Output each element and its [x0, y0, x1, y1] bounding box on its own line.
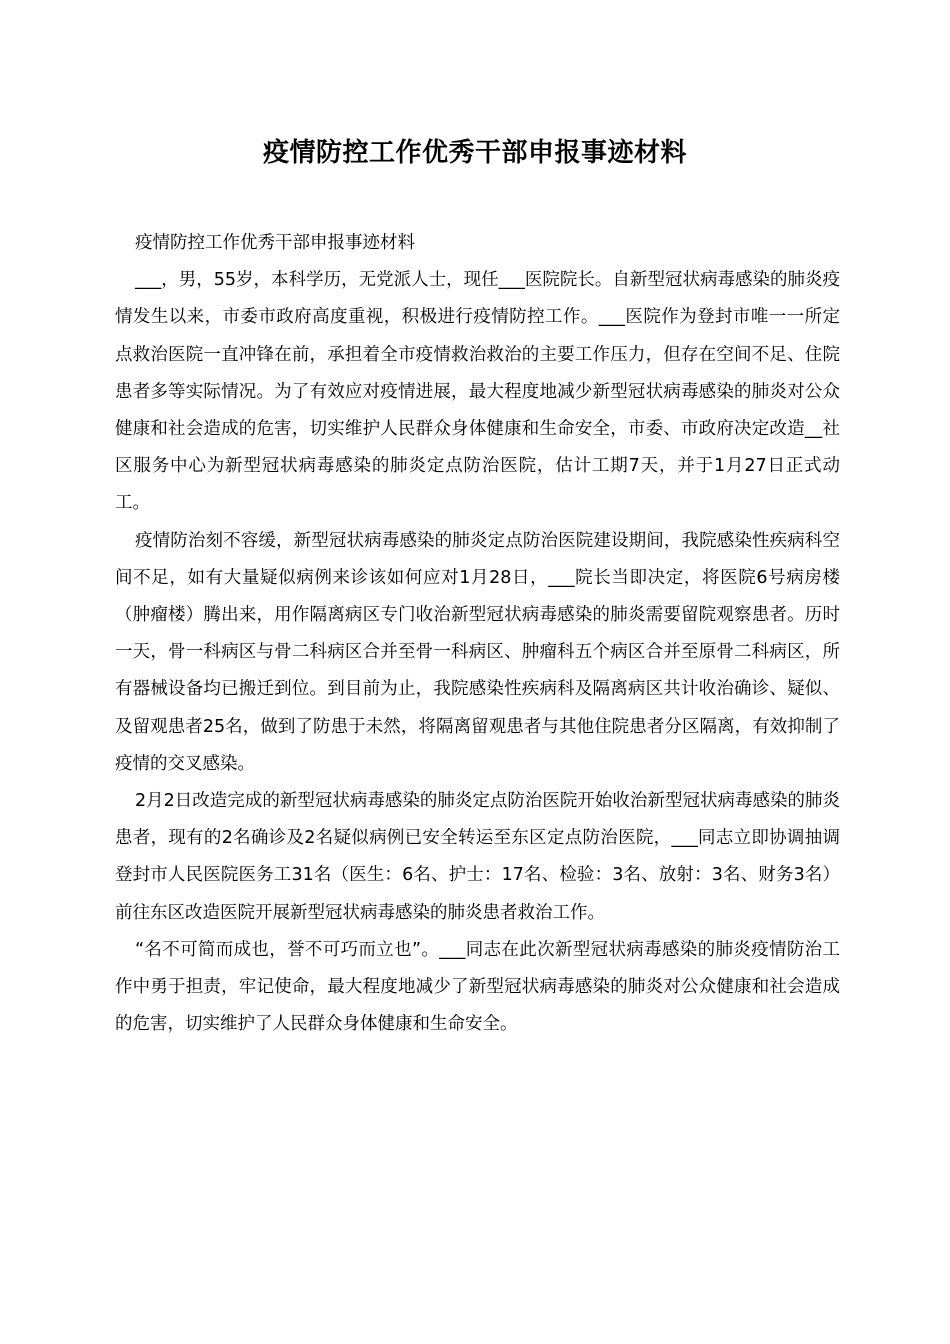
page-title: 疫情防控工作优秀干部申报事迹材料 — [262, 138, 687, 168]
body-paragraph-1: ___，男，55岁，本科学历，无党派人士，现任___医院院长。自新型冠状病毒感染的肺炎疫情发生以来，市委市政府高度重视，积极进行疫情防控工作。___医院作为登封市唯一一所定点救治医院一直冲锋在前，承担着全市疫情救治救治的主要工作压力，但存在空间不足、住院患者多等实际情况。为了有效应对疫情进展，最大程度地减少新型冠状病毒感染的肺炎对公众健康和社会造成的危害，切实维护人民群众身体健康和生命安全，市委、市政府决定改造__社区服务中心为新型冠状病毒感染的肺炎定点防治医院，估计工期7天，并于1月27日正式动工。 — [115, 270, 840, 514]
body-paragraph-2: 疫情防治刻不容缓，新型冠状病毒感染的肺炎定点防治医院建设期间，我院感染性疾病科空间不足，如有大量疑似病例来诊该如何应对1月28日，___院长当即决定，将医院6号病房楼（肿瘤楼）腾出来，用作隔离病区专门收治新型冠状病毒感染的肺炎需要留院观察患者。历时一天，骨一科病区与骨二科病区合并至骨一科病区、肿瘤科五个病区合并至原骨二科病区，所有器械设备均已搬迁到位。到目前为止，我院感染性疾病科及隔离病区共计收治确诊、疑似、及留观患者25名，做到了防患于未然，将隔离留观患者与其他住院患者分区隔离，有效抑制了疫情的交叉感染。 — [115, 530, 840, 774]
body-paragraph-3: 2月2日改造完成的新型冠状病毒感染的肺炎定点防治医院开始收治新型冠状病毒感染的肺炎患者，现有的2名确诊及2名疑似病例已安全转运至东区定点防治医院，___同志立即协调抽调登封市人民医院医务工31名（医生：6名、护士：17名、检验：3名、放射：3名、财务3名）前往东区改造医院开展新型冠状病毒感染的肺炎患者救治工作。 — [115, 791, 840, 923]
subtitle-paragraph: 疫情防控工作优秀干部申报事迹材料 — [135, 233, 415, 253]
body-paragraph-4: “名不可简而成也，誉不可巧而立也”。___同志在此次新型冠状病毒感染的肺炎疫情防治工作中勇于担责，牢记使命，最大程度地减少了新型冠状病毒感染的肺炎对公众健康和社会造成的危害，切实维护了人民群众身体健康和生命安全。 — [115, 939, 840, 1035]
document-body — [115, 225, 840, 1043]
